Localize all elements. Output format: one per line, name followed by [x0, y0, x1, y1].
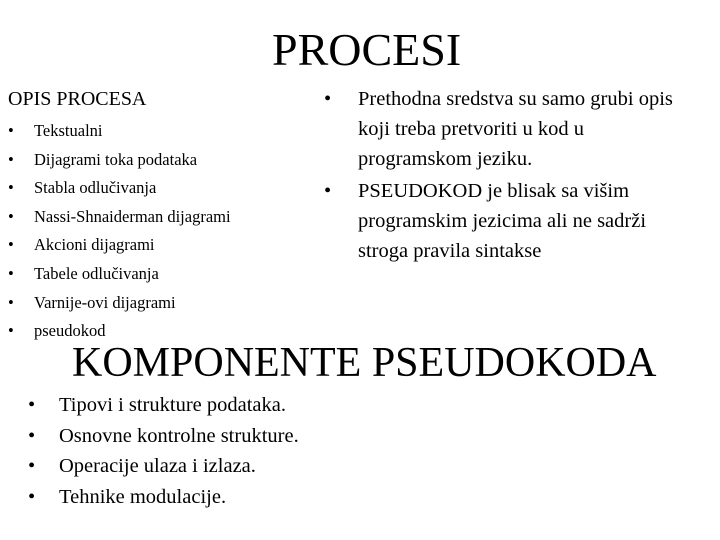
list-item	[28, 421, 299, 452]
list-item-text: Tipovi i strukture podataka.	[59, 394, 287, 416]
list-item	[8, 174, 231, 203]
list-item-text: Varnije-ovi dijagrami	[34, 292, 176, 312]
bullet-icon: •	[8, 292, 14, 312]
bullet-icon: •	[28, 485, 36, 508]
bullet-icon: •	[28, 424, 36, 447]
list-item-text: Tabele odlučivanja	[34, 263, 159, 283]
list-item-text: Prethodna sredstva su samo grubi opis koji treba pretvoriti u kod u programskom jeziku.	[358, 88, 673, 170]
list-item-text: pseudokod	[34, 321, 106, 341]
pseudocode-notes-list	[322, 84, 682, 268]
list-item-text: Nassi-Shnaiderman dijagrami	[34, 206, 231, 226]
list-item	[8, 260, 231, 289]
bullet-icon: •	[8, 263, 14, 283]
bullet-icon: •	[8, 149, 14, 169]
list-item-text: Stabla odlučivanja	[34, 178, 157, 198]
components-heading: KOMPONENTE PSEUDOKODA	[72, 340, 657, 386]
list-item-text: PSEUDOKOD je blisak sa višim programskim jezicima ali ne sadrži stroga pravila sintakse	[358, 180, 647, 262]
list-item	[28, 451, 299, 482]
bullet-icon: •	[8, 121, 14, 140]
list-item	[8, 231, 231, 260]
bullet-icon: •	[324, 180, 332, 202]
list-item	[322, 176, 682, 266]
list-item-text: Tehnike modulacije.	[59, 485, 227, 508]
process-description-heading: OPIS PROCESA	[8, 88, 147, 110]
bullet-icon: •	[8, 206, 14, 226]
bullet-icon: •	[324, 88, 332, 110]
list-item-text: Tekstualni	[34, 121, 103, 140]
list-item-text: Osnovne kontrolne strukture.	[59, 424, 299, 447]
bullet-icon: •	[8, 178, 14, 198]
bullet-icon: •	[28, 394, 36, 416]
list-item	[8, 203, 231, 232]
list-item	[8, 117, 231, 146]
list-item	[8, 146, 231, 175]
list-item	[28, 390, 299, 421]
components-list	[28, 390, 299, 512]
bullet-icon: •	[8, 235, 14, 255]
list-item-text: Operacije ulaza i izlaza.	[59, 455, 256, 477]
list-item	[8, 289, 231, 318]
list-item	[322, 84, 682, 174]
list-item	[28, 482, 299, 513]
process-description-list	[8, 117, 231, 346]
list-item-text: Dijagrami toka podataka	[34, 149, 198, 169]
list-item-text: Akcioni dijagrami	[34, 235, 155, 255]
bullet-icon: •	[8, 321, 14, 341]
slide-title: PROCESI	[272, 24, 462, 75]
bullet-icon: •	[28, 455, 36, 477]
